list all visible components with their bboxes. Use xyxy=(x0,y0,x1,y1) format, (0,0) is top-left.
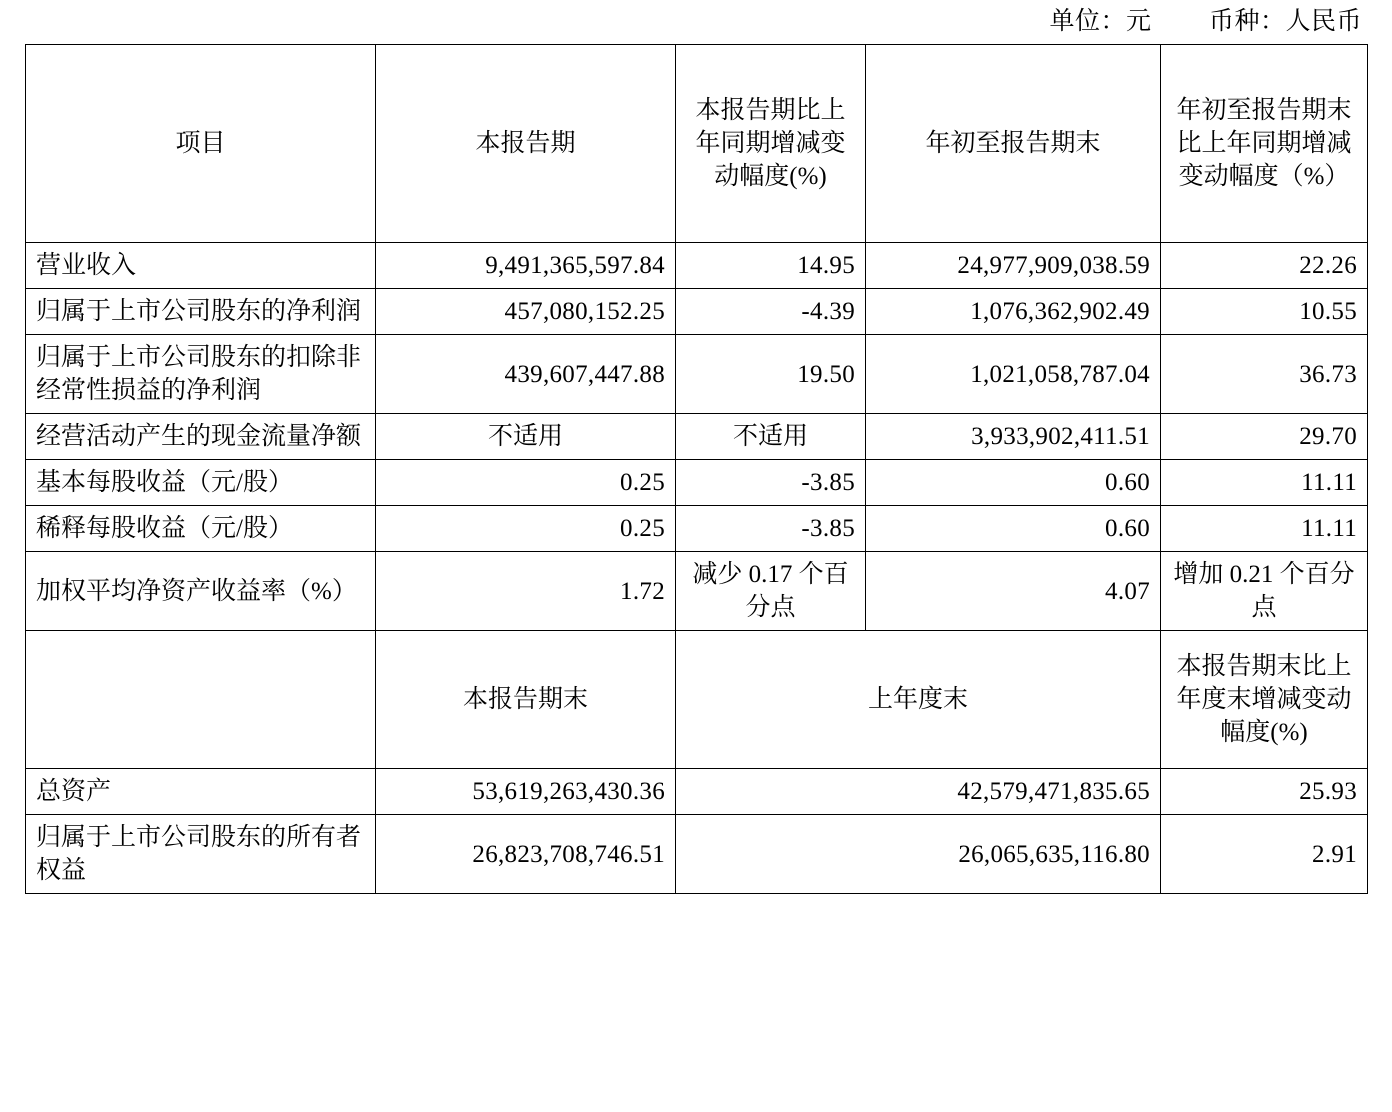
table-row xyxy=(26,506,1368,552)
cell-revenue-current-pct: 14.95 xyxy=(676,243,866,289)
row-label-diluted-eps: 稀释每股收益（元/股） xyxy=(26,506,376,552)
cell-net-profit-deducted-ytd: 1,021,058,787.04 xyxy=(866,335,1161,414)
column-header-ytd: 年初至报告期末 xyxy=(866,45,1161,243)
cell-net-profit-deducted-current-pct: 19.50 xyxy=(676,335,866,414)
table-row xyxy=(26,289,1368,335)
cell-revenue-ytd: 24,977,909,038.59 xyxy=(866,243,1161,289)
column-header-item: 项目 xyxy=(26,45,376,243)
table-row xyxy=(26,243,1368,289)
cell-total-assets-period-end: 53,619,263,430.36 xyxy=(376,769,676,815)
row-label-roe: 加权平均净资产收益率（%） xyxy=(26,552,376,631)
cell-diluted-eps-ytd: 0.60 xyxy=(866,506,1161,552)
cell-operating-cashflow-current: 不适用 xyxy=(376,414,676,460)
column-header-current: 本报告期 xyxy=(376,45,676,243)
cell-equity-change-pct: 2.91 xyxy=(1161,815,1368,894)
table-row xyxy=(26,335,1368,414)
unit-label: 单位：元 xyxy=(1049,8,1152,35)
table-row xyxy=(26,460,1368,506)
cell-roe-ytd: 4.07 xyxy=(866,552,1161,631)
balance-header-row xyxy=(26,631,1368,769)
table-row xyxy=(26,815,1368,894)
cell-equity-period-end: 26,823,708,746.51 xyxy=(376,815,676,894)
table-row xyxy=(26,769,1368,815)
balance-header-change-pct: 本报告期末比上年度末增减变动幅度(%) xyxy=(1161,631,1368,769)
cell-basic-eps-current: 0.25 xyxy=(376,460,676,506)
column-header-ytd-pct: 年初至报告期末比上年同期增减变动幅度（%） xyxy=(1161,45,1368,243)
cell-roe-ytd-pct: 增加 0.21 个百分点 xyxy=(1161,552,1368,631)
cell-operating-cashflow-ytd: 3,933,902,411.51 xyxy=(866,414,1161,460)
row-label-net-profit-deducted: 归属于上市公司股东的扣除非经常性损益的净利润 xyxy=(26,335,376,414)
currency-label: 币种：人民币 xyxy=(1208,8,1362,35)
cell-total-assets-change-pct: 25.93 xyxy=(1161,769,1368,815)
table-row xyxy=(26,552,1368,631)
cell-net-profit-deducted-ytd-pct: 36.73 xyxy=(1161,335,1368,414)
cell-roe-current: 1.72 xyxy=(376,552,676,631)
row-label-equity: 归属于上市公司股东的所有者权益 xyxy=(26,815,376,894)
cell-revenue-ytd-pct: 22.26 xyxy=(1161,243,1368,289)
key-financial-indicators-table xyxy=(25,44,1368,894)
cell-operating-cashflow-current-pct: 不适用 xyxy=(676,414,866,460)
cell-net-profit-current: 457,080,152.25 xyxy=(376,289,676,335)
cell-net-profit-current-pct: -4.39 xyxy=(676,289,866,335)
row-label-total-assets: 总资产 xyxy=(26,769,376,815)
column-header-current-pct: 本报告期比上年同期增减变动幅度(%) xyxy=(676,45,866,243)
row-label-operating-cashflow: 经营活动产生的现金流量净额 xyxy=(26,414,376,460)
cell-net-profit-deducted-current: 439,607,447.88 xyxy=(376,335,676,414)
cell-net-profit-ytd: 1,076,362,902.49 xyxy=(866,289,1161,335)
cell-equity-last-year-end: 26,065,635,116.80 xyxy=(676,815,1161,894)
unit-currency-note xyxy=(0,0,1392,44)
table-row xyxy=(26,414,1368,460)
cell-basic-eps-ytd-pct: 11.11 xyxy=(1161,460,1368,506)
cell-operating-cashflow-ytd-pct: 29.70 xyxy=(1161,414,1368,460)
balance-header-last-year-end: 上年度末 xyxy=(676,631,1161,769)
cell-total-assets-last-year-end: 42,579,471,835.65 xyxy=(676,769,1161,815)
row-label-basic-eps: 基本每股收益（元/股） xyxy=(26,460,376,506)
cell-revenue-current: 9,491,365,597.84 xyxy=(376,243,676,289)
row-label-revenue: 营业收入 xyxy=(26,243,376,289)
table-header-row xyxy=(26,45,1368,243)
cell-basic-eps-ytd: 0.60 xyxy=(866,460,1161,506)
cell-diluted-eps-current-pct: -3.85 xyxy=(676,506,866,552)
cell-basic-eps-current-pct: -3.85 xyxy=(676,460,866,506)
cell-diluted-eps-ytd-pct: 11.11 xyxy=(1161,506,1368,552)
cell-roe-current-pct: 减少 0.17 个百分点 xyxy=(676,552,866,631)
row-label-net-profit: 归属于上市公司股东的净利润 xyxy=(26,289,376,335)
balance-header-item xyxy=(26,631,376,769)
cell-diluted-eps-current: 0.25 xyxy=(376,506,676,552)
balance-header-period-end: 本报告期末 xyxy=(376,631,676,769)
cell-net-profit-ytd-pct: 10.55 xyxy=(1161,289,1368,335)
